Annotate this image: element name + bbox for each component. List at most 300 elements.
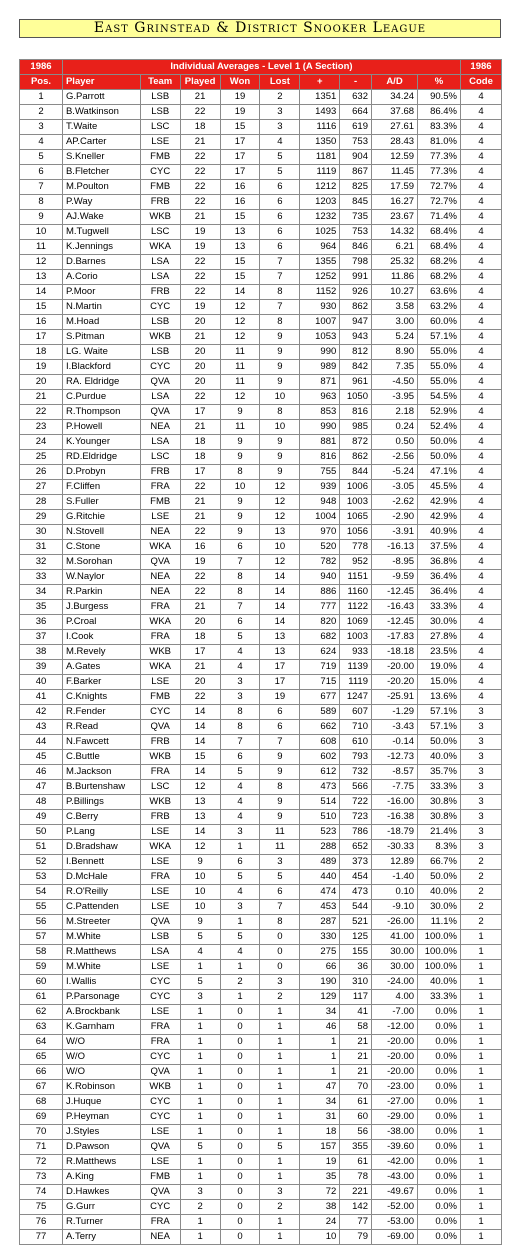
cell-player: P.Moor <box>62 285 140 300</box>
cell-won: 4 <box>220 780 260 795</box>
cell-player: AP.Carter <box>62 135 140 150</box>
cell-code: 1 <box>461 1095 502 1110</box>
cell-code: 3 <box>461 810 502 825</box>
cell-ad: -43.00 <box>371 1170 417 1185</box>
cell-won: 9 <box>220 495 260 510</box>
cell-player: W/O <box>62 1050 140 1065</box>
cell-plus: 35 <box>300 1170 340 1185</box>
cell-won: 6 <box>220 540 260 555</box>
cell-won: 5 <box>220 630 260 645</box>
cell-ad: -17.83 <box>371 630 417 645</box>
cell-team: LSB <box>140 105 180 120</box>
cell-ad: 16.27 <box>371 195 417 210</box>
table-row <box>20 1185 502 1200</box>
cell-ad: 37.68 <box>371 105 417 120</box>
cell-plus: 288 <box>300 840 340 855</box>
cell-player: M.Sorohan <box>62 555 140 570</box>
table-row <box>20 630 502 645</box>
table-row <box>20 1215 502 1230</box>
cell-team: LSE <box>140 825 180 840</box>
cell-code: 4 <box>461 330 502 345</box>
cell-minus: 21 <box>340 1035 372 1050</box>
cell-player: I.Wallis <box>62 975 140 990</box>
cell-minus: 842 <box>340 360 372 375</box>
table-row <box>20 150 502 165</box>
cell-won: 0 <box>220 1200 260 1215</box>
cell-lost: 5 <box>260 150 300 165</box>
cell-minus: 117 <box>340 990 372 1005</box>
cell-won: 6 <box>220 750 260 765</box>
cell-won: 6 <box>220 855 260 870</box>
cell-team: QVA <box>140 1140 180 1155</box>
table-row <box>20 720 502 735</box>
cell-minus: 1003 <box>340 495 372 510</box>
cell-won: 11 <box>220 345 260 360</box>
cell-lost: 1 <box>260 1020 300 1035</box>
cell-plus: 474 <box>300 885 340 900</box>
table-row <box>20 1005 502 1020</box>
cell-team: FMB <box>140 690 180 705</box>
cell-ad: -8.95 <box>371 555 417 570</box>
cell-played: 21 <box>180 210 220 225</box>
cell-player: J.Huque <box>62 1095 140 1110</box>
cell-pos: 42 <box>20 705 63 720</box>
cell-team: WKA <box>140 615 180 630</box>
cell-lost: 1 <box>260 1230 300 1245</box>
cell-code: 3 <box>461 765 502 780</box>
table-row <box>20 495 502 510</box>
cell-plus: 816 <box>300 450 340 465</box>
cell-percent: 100.0% <box>418 945 461 960</box>
cell-code: 1 <box>461 1050 502 1065</box>
cell-won: 4 <box>220 945 260 960</box>
cell-team: FRB <box>140 810 180 825</box>
cell-code: 1 <box>461 1035 502 1050</box>
cell-played: 1 <box>180 1080 220 1095</box>
column-header-code: Code <box>461 75 502 90</box>
cell-played: 1 <box>180 1020 220 1035</box>
cell-pos: 19 <box>20 360 63 375</box>
cell-ad: -2.90 <box>371 510 417 525</box>
cell-plus: 939 <box>300 480 340 495</box>
cell-player: P.Way <box>62 195 140 210</box>
cell-percent: 100.0% <box>418 930 461 945</box>
cell-played: 22 <box>180 180 220 195</box>
cell-code: 2 <box>461 870 502 885</box>
cell-lost: 6 <box>260 195 300 210</box>
cell-player: M.Hoad <box>62 315 140 330</box>
header-row-caption <box>20 60 502 75</box>
cell-team: CYC <box>140 300 180 315</box>
cell-team: CYC <box>140 1110 180 1125</box>
cell-played: 20 <box>180 675 220 690</box>
cell-pos: 17 <box>20 330 63 345</box>
cell-pos: 43 <box>20 720 63 735</box>
cell-percent: 30.8% <box>418 810 461 825</box>
table-row <box>20 1170 502 1185</box>
cell-ad: 0.24 <box>371 420 417 435</box>
cell-player: K.Younger <box>62 435 140 450</box>
cell-code: 1 <box>461 1080 502 1095</box>
cell-player: C.Pattenden <box>62 900 140 915</box>
cell-won: 0 <box>220 1005 260 1020</box>
cell-team: LSC <box>140 450 180 465</box>
cell-code: 4 <box>461 345 502 360</box>
cell-plus: 881 <box>300 435 340 450</box>
cell-code: 4 <box>461 600 502 615</box>
cell-lost: 9 <box>260 435 300 450</box>
table-row <box>20 555 502 570</box>
cell-pos: 4 <box>20 135 63 150</box>
table-row <box>20 570 502 585</box>
cell-team: FRA <box>140 630 180 645</box>
cell-team: FRA <box>140 1215 180 1230</box>
cell-percent: 55.0% <box>418 345 461 360</box>
cell-percent: 0.0% <box>418 1200 461 1215</box>
cell-minus: 21 <box>340 1065 372 1080</box>
cell-percent: 0.0% <box>418 1215 461 1230</box>
cell-ad: -30.33 <box>371 840 417 855</box>
cell-ad: 7.35 <box>371 360 417 375</box>
cell-pos: 38 <box>20 645 63 660</box>
cell-minus: 1247 <box>340 690 372 705</box>
cell-pos: 22 <box>20 405 63 420</box>
table-row <box>20 435 502 450</box>
cell-percent: 36.4% <box>418 570 461 585</box>
averages-table <box>19 59 502 1245</box>
cell-pos: 46 <box>20 765 63 780</box>
cell-played: 9 <box>180 855 220 870</box>
cell-plus: 514 <box>300 795 340 810</box>
cell-ad: 5.24 <box>371 330 417 345</box>
cell-percent: 72.7% <box>418 180 461 195</box>
cell-team: LSB <box>140 315 180 330</box>
cell-won: 0 <box>220 1155 260 1170</box>
cell-pos: 21 <box>20 390 63 405</box>
column-header-pos: Pos. <box>20 75 63 90</box>
cell-ad: 12.89 <box>371 855 417 870</box>
cell-plus: 46 <box>300 1020 340 1035</box>
cell-lost: 6 <box>260 180 300 195</box>
cell-ad: 11.86 <box>371 270 417 285</box>
cell-ad: -27.00 <box>371 1095 417 1110</box>
cell-team: WKB <box>140 1080 180 1095</box>
cell-player: M.Poulton <box>62 180 140 195</box>
cell-team: CYC <box>140 705 180 720</box>
cell-played: 1 <box>180 1035 220 1050</box>
cell-player: C.Stone <box>62 540 140 555</box>
cell-pos: 72 <box>20 1155 63 1170</box>
cell-lost: 11 <box>260 840 300 855</box>
cell-percent: 0.0% <box>418 1065 461 1080</box>
cell-lost: 9 <box>260 765 300 780</box>
cell-pos: 11 <box>20 240 63 255</box>
cell-plus: 755 <box>300 465 340 480</box>
cell-pos: 56 <box>20 915 63 930</box>
cell-team: WKA <box>140 240 180 255</box>
cell-team: QVA <box>140 1185 180 1200</box>
cell-code: 4 <box>461 615 502 630</box>
cell-plus: 612 <box>300 765 340 780</box>
cell-pos: 58 <box>20 945 63 960</box>
cell-played: 2 <box>180 1200 220 1215</box>
cell-plus: 34 <box>300 1095 340 1110</box>
cell-minus: 753 <box>340 225 372 240</box>
cell-plus: 820 <box>300 615 340 630</box>
cell-won: 11 <box>220 420 260 435</box>
cell-won: 9 <box>220 435 260 450</box>
cell-lost: 3 <box>260 975 300 990</box>
cell-won: 16 <box>220 195 260 210</box>
cell-pos: 40 <box>20 675 63 690</box>
cell-code: 4 <box>461 255 502 270</box>
cell-percent: 33.3% <box>418 600 461 615</box>
cell-ad: -2.56 <box>371 450 417 465</box>
cell-percent: 0.0% <box>418 1185 461 1200</box>
cell-player: R.Turner <box>62 1215 140 1230</box>
cell-plus: 34 <box>300 1005 340 1020</box>
cell-played: 5 <box>180 930 220 945</box>
cell-lost: 14 <box>260 600 300 615</box>
cell-lost: 9 <box>260 795 300 810</box>
table-row <box>20 510 502 525</box>
cell-plus: 1004 <box>300 510 340 525</box>
cell-percent: 47.1% <box>418 465 461 480</box>
cell-player: K.Robinson <box>62 1080 140 1095</box>
cell-code: 4 <box>461 375 502 390</box>
cell-plus: 47 <box>300 1080 340 1095</box>
cell-player: P.Billings <box>62 795 140 810</box>
table-row <box>20 945 502 960</box>
cell-team: FRA <box>140 480 180 495</box>
cell-played: 22 <box>180 150 220 165</box>
cell-won: 9 <box>220 405 260 420</box>
cell-percent: 55.0% <box>418 360 461 375</box>
cell-ad: -23.00 <box>371 1080 417 1095</box>
cell-code: 3 <box>461 795 502 810</box>
cell-player: M.Revely <box>62 645 140 660</box>
cell-percent: 21.4% <box>418 825 461 840</box>
cell-team: CYC <box>140 1200 180 1215</box>
cell-won: 7 <box>220 600 260 615</box>
cell-played: 17 <box>180 405 220 420</box>
cell-team: FMB <box>140 150 180 165</box>
cell-pos: 3 <box>20 120 63 135</box>
cell-percent: 0.0% <box>418 1020 461 1035</box>
cell-lost: 1 <box>260 1110 300 1125</box>
cell-plus: 989 <box>300 360 340 375</box>
cell-minus: 142 <box>340 1200 372 1215</box>
table-row <box>20 390 502 405</box>
cell-percent: 57.1% <box>418 330 461 345</box>
cell-played: 12 <box>180 840 220 855</box>
cell-pos: 10 <box>20 225 63 240</box>
cell-pos: 37 <box>20 630 63 645</box>
cell-won: 0 <box>220 1095 260 1110</box>
cell-team: LSC <box>140 120 180 135</box>
cell-won: 0 <box>220 1035 260 1050</box>
cell-pos: 48 <box>20 795 63 810</box>
cell-plus: 1119 <box>300 165 340 180</box>
cell-played: 20 <box>180 375 220 390</box>
cell-lost: 10 <box>260 390 300 405</box>
cell-team: CYC <box>140 1050 180 1065</box>
cell-plus: 1203 <box>300 195 340 210</box>
cell-code: 4 <box>461 465 502 480</box>
cell-plus: 473 <box>300 780 340 795</box>
cell-played: 20 <box>180 315 220 330</box>
cell-minus: 952 <box>340 555 372 570</box>
table-row <box>20 840 502 855</box>
cell-lost: 6 <box>260 705 300 720</box>
cell-won: 4 <box>220 810 260 825</box>
cell-player: R.Matthews <box>62 1155 140 1170</box>
cell-code: 4 <box>461 270 502 285</box>
cell-won: 0 <box>220 1140 260 1155</box>
cell-minus: 845 <box>340 195 372 210</box>
cell-percent: 55.0% <box>418 375 461 390</box>
cell-won: 13 <box>220 240 260 255</box>
cell-ad: 28.43 <box>371 135 417 150</box>
cell-plus: 715 <box>300 675 340 690</box>
cell-minus: 1139 <box>340 660 372 675</box>
cell-team: FMB <box>140 1170 180 1185</box>
cell-minus: 778 <box>340 540 372 555</box>
cell-percent: 0.0% <box>418 1035 461 1050</box>
cell-minus: 985 <box>340 420 372 435</box>
cell-ad: 6.21 <box>371 240 417 255</box>
cell-code: 3 <box>461 780 502 795</box>
cell-plus: 990 <box>300 345 340 360</box>
table-row <box>20 225 502 240</box>
cell-ad: -2.62 <box>371 495 417 510</box>
cell-percent: 0.0% <box>418 1155 461 1170</box>
cell-plus: 72 <box>300 1185 340 1200</box>
cell-won: 8 <box>220 705 260 720</box>
cell-minus: 846 <box>340 240 372 255</box>
cell-lost: 1 <box>260 1125 300 1140</box>
cell-minus: 454 <box>340 870 372 885</box>
cell-ad: -20.00 <box>371 1050 417 1065</box>
cell-pos: 45 <box>20 750 63 765</box>
cell-lost: 6 <box>260 720 300 735</box>
cell-plus: 608 <box>300 735 340 750</box>
cell-ad: -1.40 <box>371 870 417 885</box>
cell-played: 9 <box>180 915 220 930</box>
cell-pos: 63 <box>20 1020 63 1035</box>
cell-ad: -12.73 <box>371 750 417 765</box>
cell-lost: 14 <box>260 615 300 630</box>
cell-code: 1 <box>461 1065 502 1080</box>
cell-player: N.Stovell <box>62 525 140 540</box>
cell-ad: -7.00 <box>371 1005 417 1020</box>
cell-lost: 6 <box>260 210 300 225</box>
cell-player: G.Gurr <box>62 1200 140 1215</box>
table-row <box>20 105 502 120</box>
cell-code: 4 <box>461 180 502 195</box>
cell-ad: 3.58 <box>371 300 417 315</box>
cell-lost: 13 <box>260 645 300 660</box>
column-header-played: Played <box>180 75 220 90</box>
table-row <box>20 315 502 330</box>
cell-minus: 722 <box>340 795 372 810</box>
cell-pos: 13 <box>20 270 63 285</box>
cell-ad: -5.24 <box>371 465 417 480</box>
cell-played: 19 <box>180 225 220 240</box>
cell-percent: 90.5% <box>418 90 461 105</box>
cell-minus: 632 <box>340 90 372 105</box>
cell-code: 3 <box>461 750 502 765</box>
cell-plus: 602 <box>300 750 340 765</box>
cell-code: 4 <box>461 210 502 225</box>
cell-minus: 1151 <box>340 570 372 585</box>
cell-won: 15 <box>220 270 260 285</box>
cell-minus: 664 <box>340 105 372 120</box>
cell-team: FRA <box>140 870 180 885</box>
cell-ad: 2.18 <box>371 405 417 420</box>
table-row <box>20 1155 502 1170</box>
cell-plus: 930 <box>300 300 340 315</box>
cell-code: 1 <box>461 1230 502 1245</box>
cell-team: FRB <box>140 735 180 750</box>
column-header-player: Player <box>62 75 140 90</box>
cell-plus: 948 <box>300 495 340 510</box>
cell-plus: 1181 <box>300 150 340 165</box>
cell-plus: 589 <box>300 705 340 720</box>
cell-minus: 1050 <box>340 390 372 405</box>
cell-percent: 40.9% <box>418 525 461 540</box>
cell-played: 22 <box>180 585 220 600</box>
cell-code: 4 <box>461 420 502 435</box>
cell-pos: 31 <box>20 540 63 555</box>
cell-lost: 5 <box>260 165 300 180</box>
cell-minus: 947 <box>340 315 372 330</box>
cell-percent: 52.9% <box>418 405 461 420</box>
cell-team: LSB <box>140 930 180 945</box>
cell-player: C.Knights <box>62 690 140 705</box>
cell-won: 13 <box>220 225 260 240</box>
cell-played: 5 <box>180 975 220 990</box>
cell-percent: 36.4% <box>418 585 461 600</box>
cell-minus: 221 <box>340 1185 372 1200</box>
cell-player: C.Buttle <box>62 750 140 765</box>
cell-percent: 63.6% <box>418 285 461 300</box>
cell-minus: 1160 <box>340 585 372 600</box>
table-row <box>20 930 502 945</box>
table-row <box>20 1080 502 1095</box>
table-row <box>20 285 502 300</box>
column-header-lost: Lost <box>260 75 300 90</box>
cell-pos: 68 <box>20 1095 63 1110</box>
table-row <box>20 480 502 495</box>
cell-minus: 61 <box>340 1095 372 1110</box>
cell-minus: 786 <box>340 825 372 840</box>
cell-played: 18 <box>180 630 220 645</box>
cell-player: F.Barker <box>62 675 140 690</box>
cell-pos: 15 <box>20 300 63 315</box>
cell-ad: 17.59 <box>371 180 417 195</box>
cell-percent: 63.2% <box>418 300 461 315</box>
cell-pos: 69 <box>20 1110 63 1125</box>
cell-player: P.Howell <box>62 420 140 435</box>
cell-code: 4 <box>461 540 502 555</box>
cell-player: D.McHale <box>62 870 140 885</box>
cell-percent: 0.0% <box>418 1170 461 1185</box>
cell-lost: 5 <box>260 870 300 885</box>
cell-pos: 47 <box>20 780 63 795</box>
cell-code: 4 <box>461 405 502 420</box>
cell-ad: -39.60 <box>371 1140 417 1155</box>
